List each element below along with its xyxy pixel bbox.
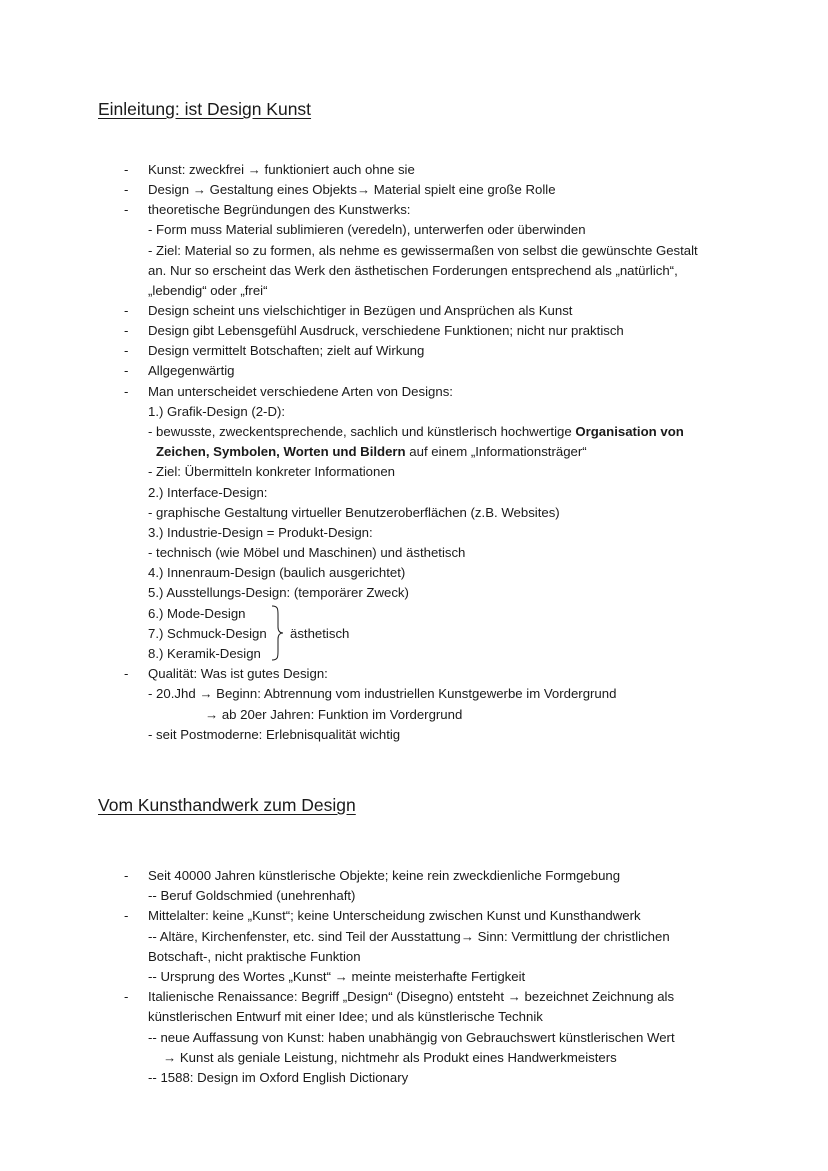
text-segment: - bewusste, zweckentsprechende, sachlich und künstlerisch hochwertige — [148, 424, 576, 439]
text-line: Italienische Renaissance: Begriff „Design“ (Disegno) entsteht → bezeichnet Zeichnung als — [148, 989, 675, 1004]
text-line: 7.) Schmuck-Design — [148, 626, 267, 641]
bullet-marker: - — [124, 363, 129, 378]
text-line — [148, 422, 684, 442]
section-heading-einleitung: Einleitung: ist Design Kunst — [98, 99, 312, 119]
text-line: - technisch (wie Möbel und Maschinen) und ästhetisch — [148, 545, 466, 560]
text-line: - graphische Gestaltung virtueller Benutzeroberflächen (z.B. Websites) — [148, 505, 560, 520]
text-line: 4.) Innenraum-Design (baulich ausgerichtet) — [148, 565, 406, 580]
bullet-marker: - — [124, 384, 129, 399]
text-line: - seit Postmoderne: Erlebnisqualität wichtig — [148, 727, 401, 742]
text-line: → Kunst als geniale Leistung, nichtmehr als Produkt eines Handwerkmeisters — [163, 1050, 617, 1065]
text-line: Qualität: Was ist gutes Design: — [148, 666, 328, 681]
text-line: „lebendig“ oder „frei“ — [148, 283, 268, 298]
text-line: theoretische Begründungen des Kunstwerks: — [148, 202, 411, 217]
text-line: -- Altäre, Kirchenfenster, etc. sind Teil der Ausstattung→ Sinn: Vermittlung der christlichen — [148, 929, 670, 944]
text-line: -- neue Auffassung von Kunst: haben unabhängig von Gebrauchswert künstlerischen Wert — [148, 1030, 675, 1045]
text-line: 6.) Mode-Design — [148, 606, 246, 621]
bullet-marker: - — [124, 868, 129, 883]
text-line: 8.) Keramik-Design — [148, 646, 261, 661]
text-line: künstlerischen Entwurf mit einer Idee; und als künstlerische Technik — [148, 1009, 543, 1024]
text-line: -- 1588: Design im Oxford English Dictionary — [148, 1070, 409, 1085]
text-line: - Ziel: Material so zu formen, als nehme es gewissermaßen von selbst die gewünschte Gestalt — [148, 243, 698, 258]
text-line: Design scheint uns vielschichtiger in Bezügen und Ansprüchen als Kunst — [148, 303, 573, 318]
text-segment: auf einem „Informationsträger“ — [405, 444, 587, 459]
right-curly-brace-icon — [270, 605, 284, 661]
text-line — [156, 442, 587, 462]
bold-text: Organisation von — [575, 424, 684, 439]
bullet-marker: - — [124, 162, 129, 177]
text-line: 5.) Ausstellungs-Design: (temporärer Zweck) — [148, 585, 409, 600]
bullet-marker: - — [124, 182, 129, 197]
text-line: Man unterscheidet verschiedene Arten von Designs: — [148, 384, 453, 399]
bullet-marker: - — [124, 323, 129, 338]
text-line: - Form muss Material sublimieren (veredeln), unterwerfen oder überwinden — [148, 222, 586, 237]
text-line: ästhetisch — [290, 626, 350, 641]
bullet-marker: - — [124, 343, 129, 358]
bullet-marker: - — [124, 989, 129, 1004]
text-line: - 20.Jhd → Beginn: Abtrennung vom industriellen Kunstgewerbe im Vordergrund — [148, 686, 617, 701]
text-line: Design gibt Lebensgefühl Ausdruck, verschiedene Funktionen; nicht nur praktisch — [148, 323, 624, 338]
text-line: 2.) Interface-Design: — [148, 485, 268, 500]
text-line: Botschaft-, nicht praktische Funktion — [148, 949, 361, 964]
text-line: Design → Gestaltung eines Objekts→ Material spielt eine große Rolle — [148, 182, 556, 197]
bullet-marker: - — [124, 908, 129, 923]
text-line: an. Nur so erscheint das Werk den ästhetischen Forderungen entsprechend als „natürlich“, — [148, 263, 678, 278]
bold-text: Zeichen, Symbolen, Worten und Bildern — [156, 444, 406, 459]
text-line: Kunst: zweckfrei → funktioniert auch ohne sie — [148, 162, 415, 177]
text-line: Seit 40000 Jahren künstlerische Objekte; keine rein zweckdienliche Formgebung — [148, 868, 621, 883]
text-line: Mittelalter: keine „Kunst“; keine Unterscheidung zwischen Kunst und Kunsthandwerk — [148, 908, 641, 923]
section-heading-kunsthandwerk: Vom Kunsthandwerk zum Design — [98, 795, 356, 815]
bullet-marker: - — [124, 666, 129, 681]
bullet-marker: - — [124, 202, 129, 217]
bullet-marker: - — [124, 303, 129, 318]
text-line: -- Beruf Goldschmied (unehrenhaft) — [148, 888, 356, 903]
text-line: -- Ursprung des Wortes „Kunst“ → meinte meisterhafte Fertigkeit — [148, 969, 526, 984]
text-line: Allgegenwärtig — [148, 363, 235, 378]
text-line: Design vermittelt Botschaften; zielt auf Wirkung — [148, 343, 425, 358]
text-line: → ab 20er Jahren: Funktion im Vordergrund — [205, 707, 463, 722]
text-line: 3.) Industrie-Design = Produkt-Design: — [148, 525, 373, 540]
text-line: - Ziel: Übermitteln konkreter Informationen — [148, 464, 395, 479]
text-line: 1.) Grafik-Design (2-D): — [148, 404, 286, 419]
